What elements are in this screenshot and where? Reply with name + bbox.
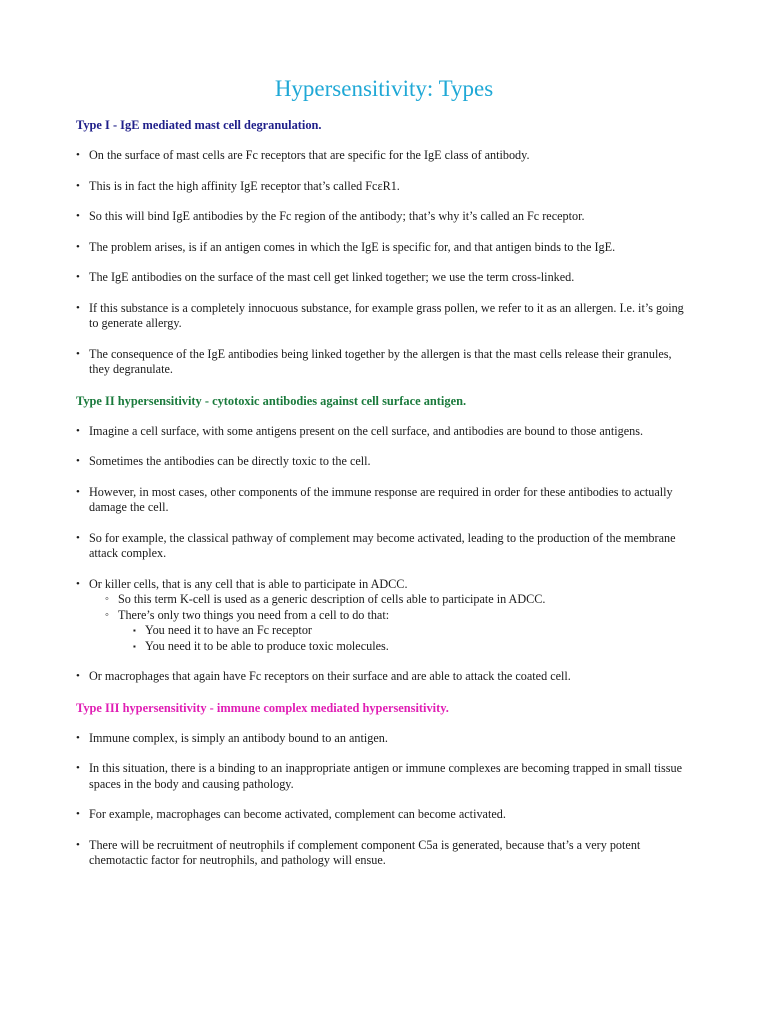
page-title: Hypersensitivity: Types xyxy=(274,76,494,101)
section-type-2 xyxy=(76,393,692,685)
list-item: • So this will bind IgE antibodies by the Fc region of the antibody; that’s why it’s called an Fc receptor. xyxy=(76,209,692,225)
nested-list-item-level-3: ▪ You need it to have an Fc receptor xyxy=(132,623,692,639)
list-item: • The IgE antibodies on the surface of the mast cell get linked together; we use the term cross-linked. xyxy=(76,270,692,286)
nested-list-item: ◦ So this term K-cell is used as a generic description of cells able to participate in ADCC. xyxy=(105,592,692,608)
list-item: • On the surface of mast cells are Fc receptors that are specific for the IgE class of antibody. xyxy=(76,148,692,164)
list-item: • Imagine a cell surface, with some antigens present on the cell surface, and antibodies are bound to those antigens. xyxy=(76,424,692,440)
list-item: • So for example, the classical pathway of complement may become activated, leading to the production of the membrane attack complex. xyxy=(76,531,692,562)
section-heading-type-1: Type I - IgE mediated mast cell degranulation. xyxy=(76,118,322,132)
list-item: • If this substance is a completely innocuous substance, for example grass pollen, we refer to it as an allergen. I.e. it’s going to generate allergy. xyxy=(76,301,692,332)
section-type-1 xyxy=(76,117,692,378)
list-item: • In this situation, there is a binding to an inappropriate antigen or immune complexes are becoming trapped in small tissue spaces in the body and causing pathology. xyxy=(76,761,692,792)
list-item: • There will be recruitment of neutrophils if complement component C5a is generated, because that’s a very potent chemotactic factor for neutrophils, and pathology will ensue. xyxy=(76,838,692,869)
nested-list-item: ◦ There’s only two things you need from a cell to do that: xyxy=(105,608,692,624)
section-heading-type-3: Type III hypersensitivity - immune complex mediated hypersensitivity. xyxy=(76,700,449,715)
list-item: • Sometimes the antibodies can be directly toxic to the cell. xyxy=(76,454,692,470)
list-item: • The problem arises, is if an antigen comes in which the IgE is specific for, and that antigen binds to the IgE. xyxy=(76,240,692,256)
bullet-list-type-1 xyxy=(76,148,692,378)
list-item-with-children xyxy=(76,577,692,655)
list-item: • Or killer cells, that is any cell that is able to participate in ADCC. xyxy=(76,577,692,593)
nested-list-item-level-3: ▪ You need it to be able to produce toxic molecules. xyxy=(132,639,692,655)
list-item: • However, in most cases, other components of the immune response are required in order for these antibodies to actually damage the cell. xyxy=(76,485,692,516)
list-item: • Or macrophages that again have Fc receptors on their surface and are able to attack the coated cell. xyxy=(76,669,692,685)
list-item: • This is in fact the high affinity IgE receptor that’s called FcεR1. xyxy=(76,179,692,195)
section-type-3 xyxy=(76,700,692,869)
list-item: • For example, macrophages can become activated, complement can become activated. xyxy=(76,807,692,823)
nested-list xyxy=(76,592,692,654)
bullet-list-type-3 xyxy=(76,731,692,869)
bullet-list-type-2 xyxy=(76,424,692,685)
list-item: • Immune complex, is simply an antibody bound to an antigen. xyxy=(76,731,692,747)
section-heading-type-2: Type II hypersensitivity - cytotoxic antibodies against cell surface antigen. xyxy=(76,393,467,408)
list-item: • The consequence of the IgE antibodies being linked together by the allergen is that the mast cells release their granules, they degranulate. xyxy=(76,347,692,378)
